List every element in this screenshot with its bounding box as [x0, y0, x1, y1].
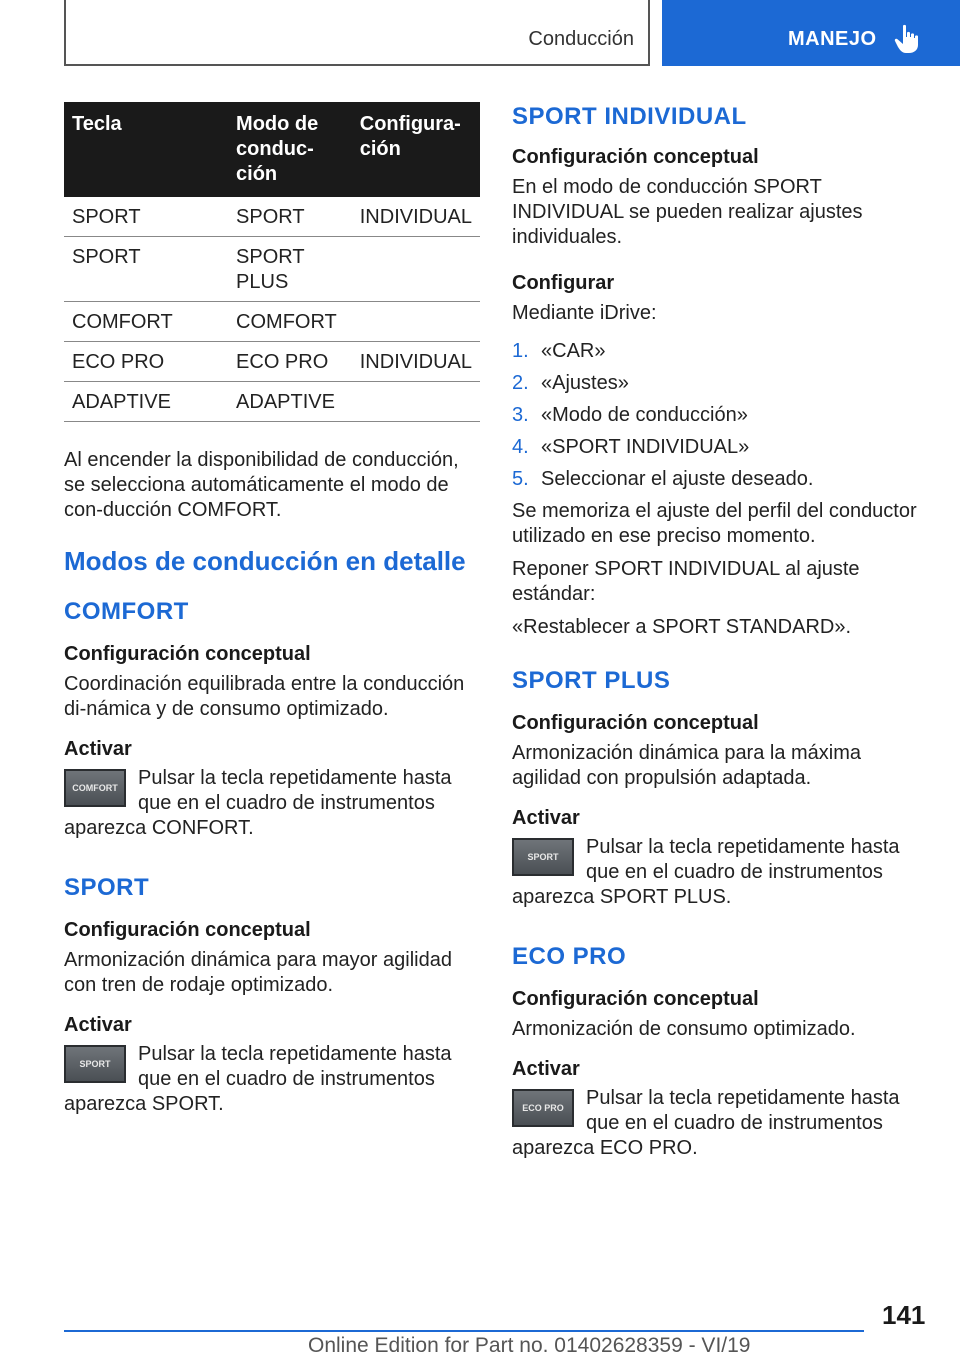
configure-steps: [512, 339, 928, 492]
table-header-cell: Configura- ción: [352, 102, 480, 197]
table-cell: [352, 237, 480, 302]
sport-concept-heading: Configuración conceptual: [64, 919, 311, 941]
step-number: 2.: [512, 372, 529, 394]
sport-plus-concept-heading: Configuración conceptual: [512, 712, 759, 734]
step-text: «SPORT INDIVIDUAL»: [541, 436, 750, 458]
table-cell: [352, 382, 480, 422]
header-section-box: [64, 0, 650, 66]
drive-mode-table: [64, 102, 480, 422]
table-cell: INDIVIDUAL: [352, 342, 480, 382]
sport-concept-text: Armonización dinámica para mayor agilidad con tren de rodaje optimizado.: [64, 949, 452, 996]
table-cell: SPORT: [228, 197, 352, 237]
configure-intro: Mediante iDrive:: [512, 302, 657, 324]
note-reset-command: «Restablecer a SPORT STANDARD».: [512, 616, 852, 638]
table-header-row: [64, 102, 480, 197]
sport-plus-button-icon: SPORT: [512, 838, 574, 876]
list-item: [512, 371, 928, 396]
table-cell: ECO PRO: [64, 342, 228, 382]
step-number: 3.: [512, 404, 529, 426]
step-text: «Ajustes»: [541, 372, 629, 394]
eco-pro-concept-heading: Configuración conceptual: [512, 988, 759, 1010]
step-number: 4.: [512, 436, 529, 458]
page-number: 141: [882, 1300, 926, 1330]
table-row: [64, 302, 480, 342]
sport-button-icon: SPORT: [64, 1045, 126, 1083]
sport-activate-block: [64, 1042, 480, 1117]
main-section-title: Modos de conducción en detalle: [64, 546, 466, 576]
comfort-button-icon: COMFORT: [64, 769, 126, 807]
eco-pro-activate-text: Pulsar la tecla repetidamente hasta que en el cuadro de instrumentos aparezca ECO PRO.: [512, 1087, 900, 1159]
table-cell: SPORT: [64, 237, 228, 302]
list-item: [512, 403, 928, 428]
table-cell: SPORT: [64, 197, 228, 237]
intro-paragraph: Al encender la disponibilidad de conducción, se selecciona automáticamente el modo de con-ducción COMFORT.: [64, 449, 459, 521]
eco-pro-activate-heading: Activar: [512, 1058, 580, 1080]
sport-plus-activate-block: [512, 835, 928, 910]
table-header-cell: Tecla: [64, 102, 228, 197]
comfort-activate-text: Pulsar la tecla repetidamente hasta que en el cuadro de instrumentos aparezca CONFORT.: [64, 767, 452, 839]
table-row: [64, 342, 480, 382]
sport-title: SPORT: [64, 874, 150, 901]
eco-pro-activate-block: [512, 1086, 928, 1161]
eco-pro-concept-text: Armonización de consumo optimizado.: [512, 1018, 856, 1040]
sport-individual-title: SPORT INDIVIDUAL: [512, 103, 747, 130]
table-cell: COMFORT: [64, 302, 228, 342]
sport-individual-concept-text: En el modo de conducción SPORT INDIVIDUAL se pueden realizar ajustes individuales.: [512, 176, 863, 248]
table-cell: ADAPTIVE: [228, 382, 352, 422]
sport-activate-text: Pulsar la tecla repetidamente hasta que en el cuadro de instrumentos aparezca SPORT.: [64, 1043, 452, 1115]
sport-plus-activate-heading: Activar: [512, 807, 580, 829]
table-cell: SPORT PLUS: [228, 237, 352, 302]
footer-edition-text: Online Edition for Part no. 01402628359 - VI/19: [308, 1334, 751, 1357]
sport-plus-title: SPORT PLUS: [512, 667, 671, 694]
table-cell: ADAPTIVE: [64, 382, 228, 422]
eco-pro-title: ECO PRO: [512, 943, 627, 970]
note-profile: Se memoriza el ajuste del perfil del conductor utilizado en ese preciso momento.: [512, 500, 917, 547]
step-text: «CAR»: [541, 340, 606, 362]
left-column: [64, 102, 480, 1117]
comfort-activate-block: [64, 766, 480, 841]
header-section-title: Conducción: [528, 28, 634, 50]
step-text: «Modo de conducción»: [541, 404, 748, 426]
table-cell: INDIVIDUAL: [352, 197, 480, 237]
table-cell: [352, 302, 480, 342]
sport-plus-activate-text: Pulsar la tecla repetidamente hasta que en el cuadro de instrumentos aparezca SPORT PLUS.: [512, 836, 900, 908]
list-item: [512, 435, 928, 460]
configure-heading: Configurar: [512, 272, 615, 294]
comfort-title: COMFORT: [64, 598, 189, 625]
table-row: [64, 197, 480, 237]
table-header-cell: Modo de conduc- ción: [228, 102, 352, 197]
step-text: Seleccionar el ajuste deseado.: [541, 468, 814, 490]
hand-pointer-icon: [894, 24, 920, 54]
sport-activate-heading: Activar: [64, 1014, 132, 1036]
header-chapter-tab[interactable]: [662, 0, 960, 66]
comfort-activate-heading: Activar: [64, 738, 132, 760]
note-reset: Reponer SPORT INDIVIDUAL al ajuste estándar:: [512, 558, 860, 605]
step-number: 5.: [512, 468, 529, 490]
header-chapter-title: MANEJO: [788, 28, 877, 50]
sport-individual-concept-heading: Configuración conceptual: [512, 146, 759, 168]
list-item: [512, 339, 928, 364]
right-column: [512, 102, 928, 1161]
sport-plus-concept-text: Armonización dinámica para la máxima agilidad con propulsión adaptada.: [512, 742, 862, 789]
step-number: 1.: [512, 340, 529, 362]
table-cell: ECO PRO: [228, 342, 352, 382]
footer-divider: [64, 1330, 864, 1332]
comfort-concept-heading: Configuración conceptual: [64, 643, 311, 665]
table-row: [64, 382, 480, 422]
table-cell: COMFORT: [228, 302, 352, 342]
comfort-concept-text: Coordinación equilibrada entre la conducción di-námica y de consumo optimizado.: [64, 673, 465, 720]
table-row: [64, 237, 480, 302]
list-item: [512, 467, 928, 492]
eco-pro-button-icon: ECO PRO: [512, 1089, 574, 1127]
